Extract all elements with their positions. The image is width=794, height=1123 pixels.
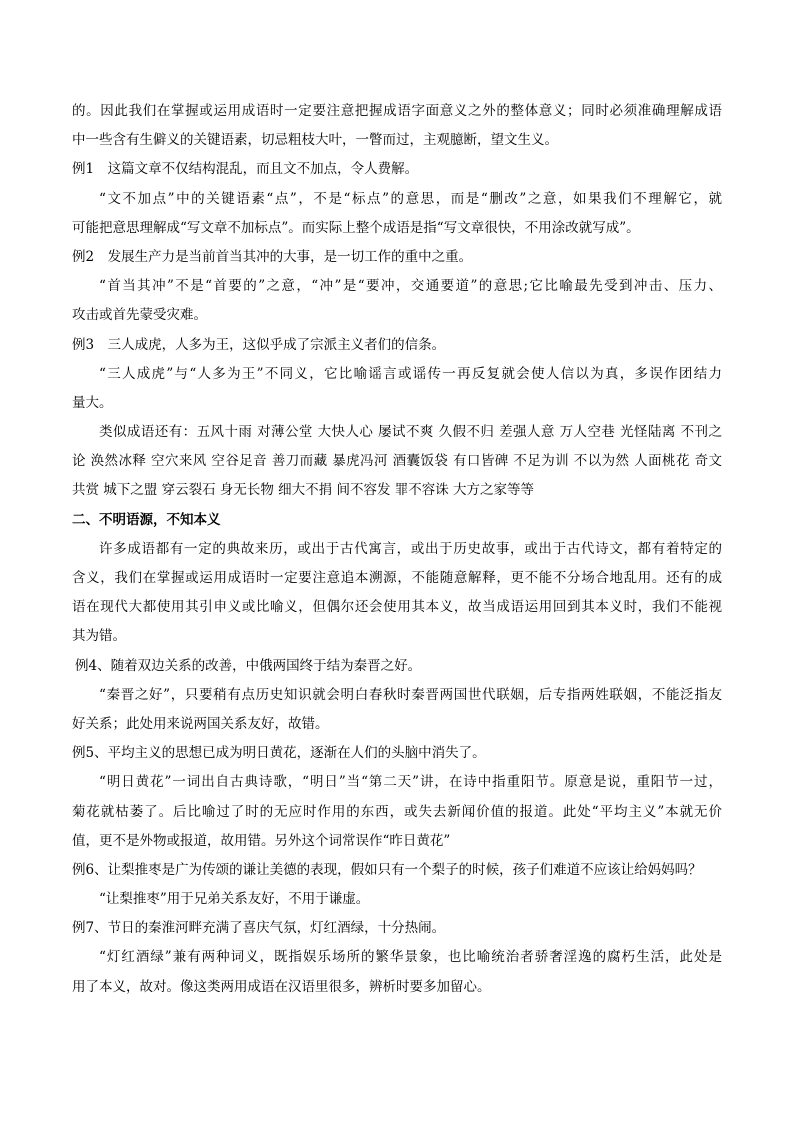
text-line: 类似成语还有：五风十雨 对薄公堂 大快人心 屡试不爽 久假不归 差强人意 万人空巷 光怪陆离 不刊之 — [99, 424, 722, 441]
text-line: “文不加点”中的关键语素“点”，不是“标点”的意思，而是“删改”之意，如果我们不理解它，就 — [99, 190, 722, 207]
paragraph-origins — [72, 535, 722, 652]
text-line: “灯红酒绿”兼有两种词义，既指娱乐场所的繁华景象，也比喻统治者骄奢淫逸的腐朽生活，此处是 — [99, 949, 722, 966]
example-4 — [72, 652, 722, 681]
example-7 — [72, 914, 722, 943]
text-line: 例3 三人成虎，人多为王，这似乎成了宗派主义者们的信条。 — [72, 336, 446, 353]
example-5 — [72, 739, 722, 768]
text-line: 许多成语都有一定的典故来历，或出于古代寓言，或出于历史故事，或出于古代诗文，都有着特定的 — [99, 540, 722, 557]
text-line: 其为错。 — [72, 628, 126, 645]
text-line: 共赏 城下之盟 穿云裂石 身无长物 细大不捐 间不容发 罪不容诛 大方之家等等 — [72, 482, 535, 499]
example-2 — [72, 243, 722, 272]
example-1-explanation — [72, 185, 722, 243]
text-line: 例1 这篇文章不仅结构混乱，而且文不加点，令人费解。 — [72, 161, 419, 178]
text-line: 论 涣然冰释 空穴来风 空谷足音 善刀而藏 暴虎冯河 酒囊饭袋 有口皆碑 不足为训 不以为然 人面桃花 奇文 — [72, 453, 722, 470]
document-page — [72, 97, 722, 1002]
text-line: 例6、让梨推枣是广为传颂的谦让美德的表现，假如只有一个梨子的时候，孩子们难道不应该让给妈妈吗？ — [72, 861, 702, 878]
heading-text: 二、不明语源，不知本义 — [72, 511, 221, 528]
text-line: “明日黄花”一词出自古典诗歌，“明日”当“第二天”讲，在诗中指重阳节。原意是说，重阳节一过， — [99, 774, 722, 791]
example-2-explanation — [72, 272, 722, 330]
text-line: 例5、平均主义的思想已成为明日黄花，逐渐在人们的头脑中消失了。 — [72, 745, 486, 762]
text-line: 例4、随着双边关系的改善，中俄两国终于结为秦晋之好。 — [75, 657, 422, 674]
example-4-explanation — [72, 681, 722, 739]
text-line: 值，更不是外物或报道，故用错。另外这个词常误作“昨日黄花” — [72, 832, 451, 849]
text-line: 攻击或首先蒙受灾难。 — [72, 307, 207, 324]
paragraph-intro — [72, 97, 722, 155]
example-3 — [72, 331, 722, 360]
example-6 — [72, 856, 722, 885]
text-line: 中一些含有生僻义的关键语素，切忌粗枝大叶，一瞥而过，主观臆断，望文生义。 — [72, 132, 558, 149]
text-line: 含义，我们在掌握或运用成语时一定要注意追本溯源，不能随意解释，更不能不分场合地乱用。还有的成 — [72, 570, 722, 586]
text-line: 的。因此我们在掌握或运用成语时一定要注意把握成语字面意义之外的整体意义；同时必须准确理解成语 — [72, 103, 722, 119]
text-line: 语在现代大都使用其引申义或比喻义，但偶尔还会使用其本义，故当成语运用回到其本义时，我们不能视 — [72, 599, 722, 616]
text-line: “首当其冲”不是“首要的”之意，“冲”是“要冲，交通要道”的意思;它比喻最先受到冲击、压力、 — [99, 278, 722, 295]
text-line: 菊花就枯萎了。后比喻过了时的无应时作用的东西，或失去新闻价值的报道。此处“平均主义”本就无价 — [72, 803, 722, 820]
example-7-explanation — [72, 943, 722, 1001]
text-line: 例7、节日的秦淮河畔充满了喜庆气氛，灯红酒绿，十分热闹。 — [72, 920, 446, 937]
text-line: 用了本义，故对。像这类两用成语在汉语里很多，辨析时要多加留心。 — [72, 978, 491, 995]
text-line: “三人成虎”与“人多为王”不同义，它比喻谣言或谣传一再反复就会使人信以为真，多误作团结力 — [99, 365, 722, 382]
text-line: 好关系；此处用来说两国关系友好，故错。 — [72, 715, 329, 732]
text-line: 例2 发展生产力是当前首当其冲的大事，是一切工作的重中之重。 — [72, 248, 473, 265]
similar-idioms — [72, 418, 722, 506]
example-3-explanation — [72, 360, 722, 418]
text-line: “秦晋之好”，只要稍有点历史知识就会明白春秋时秦晋两国世代联姻，后专指两姓联姻，不能泛指友 — [99, 686, 722, 703]
text-line: 可能把意思理解成“写文章不加标点”。而实际上整个成语是指“写文章很快，不用涂改就写成”。 — [72, 219, 640, 236]
example-6-explanation — [72, 885, 722, 914]
example-5-explanation — [72, 768, 722, 856]
section-heading — [72, 506, 722, 535]
text-line: 量大。 — [72, 394, 113, 411]
example-1 — [72, 155, 722, 184]
text-line: “让梨推枣”用于兄弟关系友好，不用于谦虚。 — [99, 891, 370, 908]
